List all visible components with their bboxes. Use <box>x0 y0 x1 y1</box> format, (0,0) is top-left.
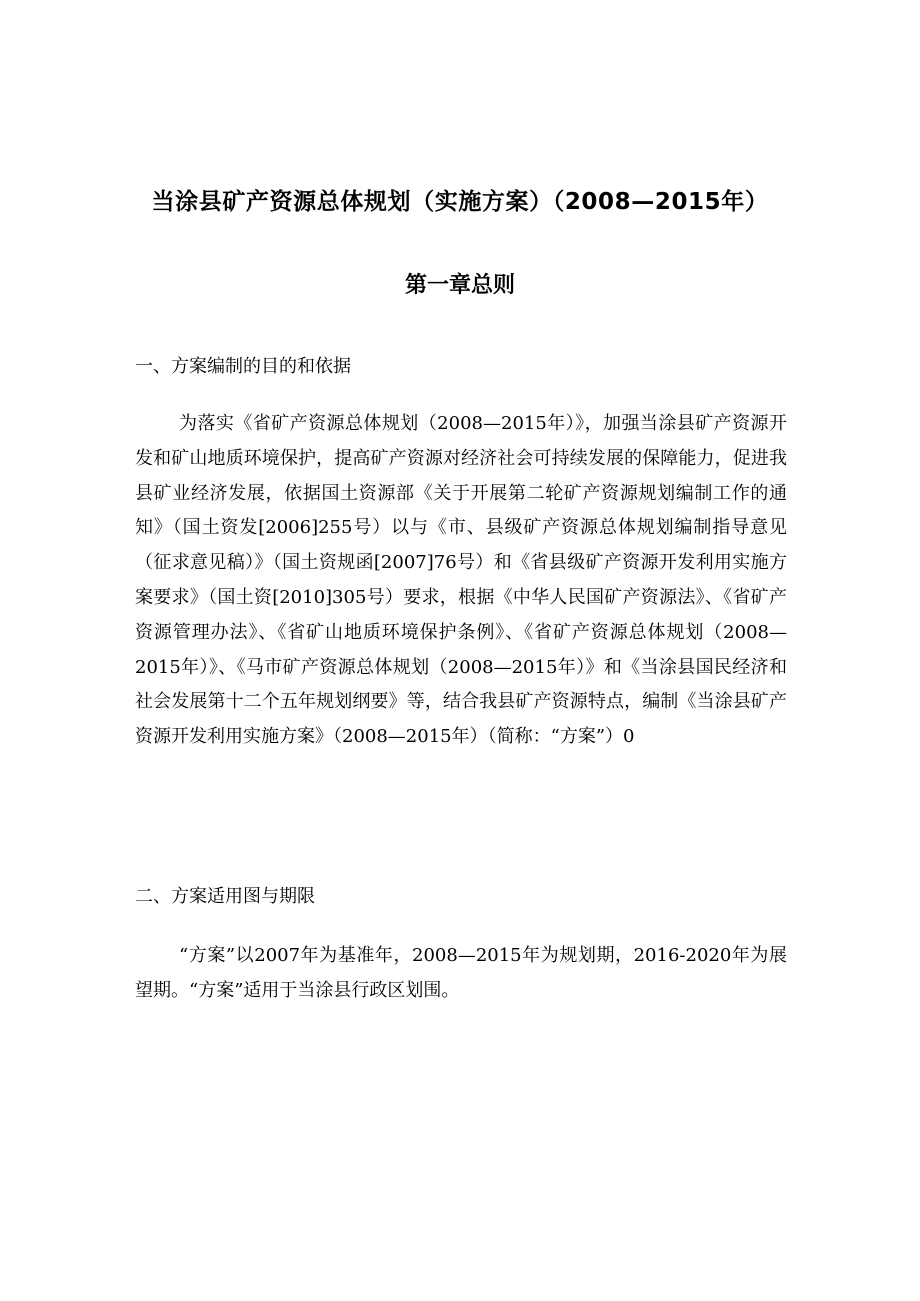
document-title: 当涂县矿产资源总体规划（实施方案）（2008—2015年） <box>151 189 769 215</box>
section-heading-2: 二、方案适用图与期限 <box>135 886 315 907</box>
section-heading-1: 一、方案编制的目的和依据 <box>135 356 351 377</box>
chapter-title: 第一章总则 <box>404 273 515 298</box>
section-2-paragraph: “方案”以2007年为基准年，2008—2015年为规划期，2016-2020年为展望期。“方案”适用于当涂县行政区划围。 <box>135 945 787 1001</box>
section-1-paragraph: 为落实《省矿产资源总体规划（2008—2015年）》，加强当涂县矿产资源开发和矿山地质环境保护，提高矿产资源对经济社会可持续发展的保障能力，促进我县矿业经济发展，依据国土资源部《关于开展第二轮矿产资源规划编制工作的通知》（国土资发[2006]255号）以与《市、县级矿产资源总体规划编制指导意见（征求意见稿）》（国土资规函[2007]76号）和《省县级矿产资源开发利用实施方案要求》（国土资[2010]305号）要求，根据《中华人民国矿产资源法》、《省矿产资源管理办法》、《省矿山地质环境保护条例》、《省矿产资源总体规划（2008—2015年）》、《马市矿产资源总体规划（2008—2015年）》和《当涂县国民经济和社会发展第十二个五年规划纲要》等，结合我县矿产资源特点，编制《当涂县矿产资源开发利用实施方案》（2008—2015年）（简称：“方案”）0 <box>135 413 787 748</box>
